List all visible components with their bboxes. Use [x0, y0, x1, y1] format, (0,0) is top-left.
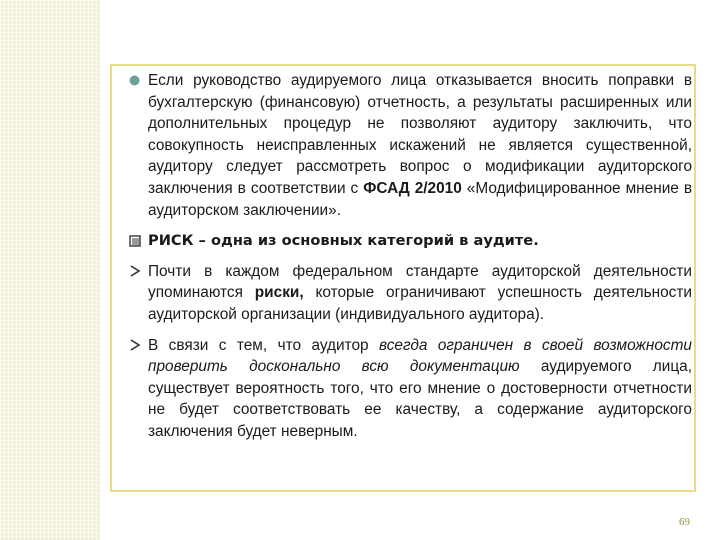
square-bullet-icon: [128, 234, 141, 247]
list-item-3: [120, 261, 692, 326]
decorative-side-panel: [0, 0, 100, 540]
italic-emphasis: всегда ограничен в своей возможности проверить досконально всю документацию: [148, 336, 692, 376]
standard-reference: ФСАД 2/2010: [363, 179, 462, 197]
risk-heading: РИСК – одна из основных категорий в аудите.: [148, 232, 539, 250]
paragraph-text: Если руководство аудируемого лица отказывается вносить поправки в бухгалтерскую (финансовую) отчетность, а результаты расширенных или дополнительных процедур не позволяют аудитору заключить, что совокупность неисправленных искажений не является существенной, аудитору следует рассмотреть вопрос о модификации аудиторского заключения в соответствии с: [148, 72, 692, 197]
paragraph-text: которые ограничивают успешность деятельности аудиторской организации (индивидуального аудитора).: [148, 284, 692, 323]
list-item-2: [120, 230, 692, 252]
arrow-bullet-icon: [128, 339, 141, 352]
list-item-4: [120, 335, 692, 443]
paragraph-text: аудируемого лица, существует вероятность того, что его мнение о достоверности отчетности не будет соответствовать ее качеству, а содержание аудиторского заключения будет неверным.: [148, 358, 692, 440]
paragraph-text: «Модифицированное мнение в аудиторском заключении».: [148, 179, 693, 219]
paragraph-auditor-limits: [148, 335, 692, 443]
list-item-1: [120, 70, 692, 221]
arrow-bullet-icon: [128, 265, 141, 278]
page-number: 69: [679, 516, 690, 528]
paragraph-text: Почти в каждом федеральном стандарте аудиторской деятельности упоминаются: [148, 262, 692, 302]
circle-bullet-icon: [128, 74, 141, 87]
slide-content: [120, 70, 692, 452]
paragraph-text: В связи с тем, что аудитор: [148, 336, 379, 354]
risks-emphasis: риски,: [254, 284, 304, 302]
paragraph-modification: [148, 70, 692, 221]
paragraph-risks: [148, 261, 692, 326]
